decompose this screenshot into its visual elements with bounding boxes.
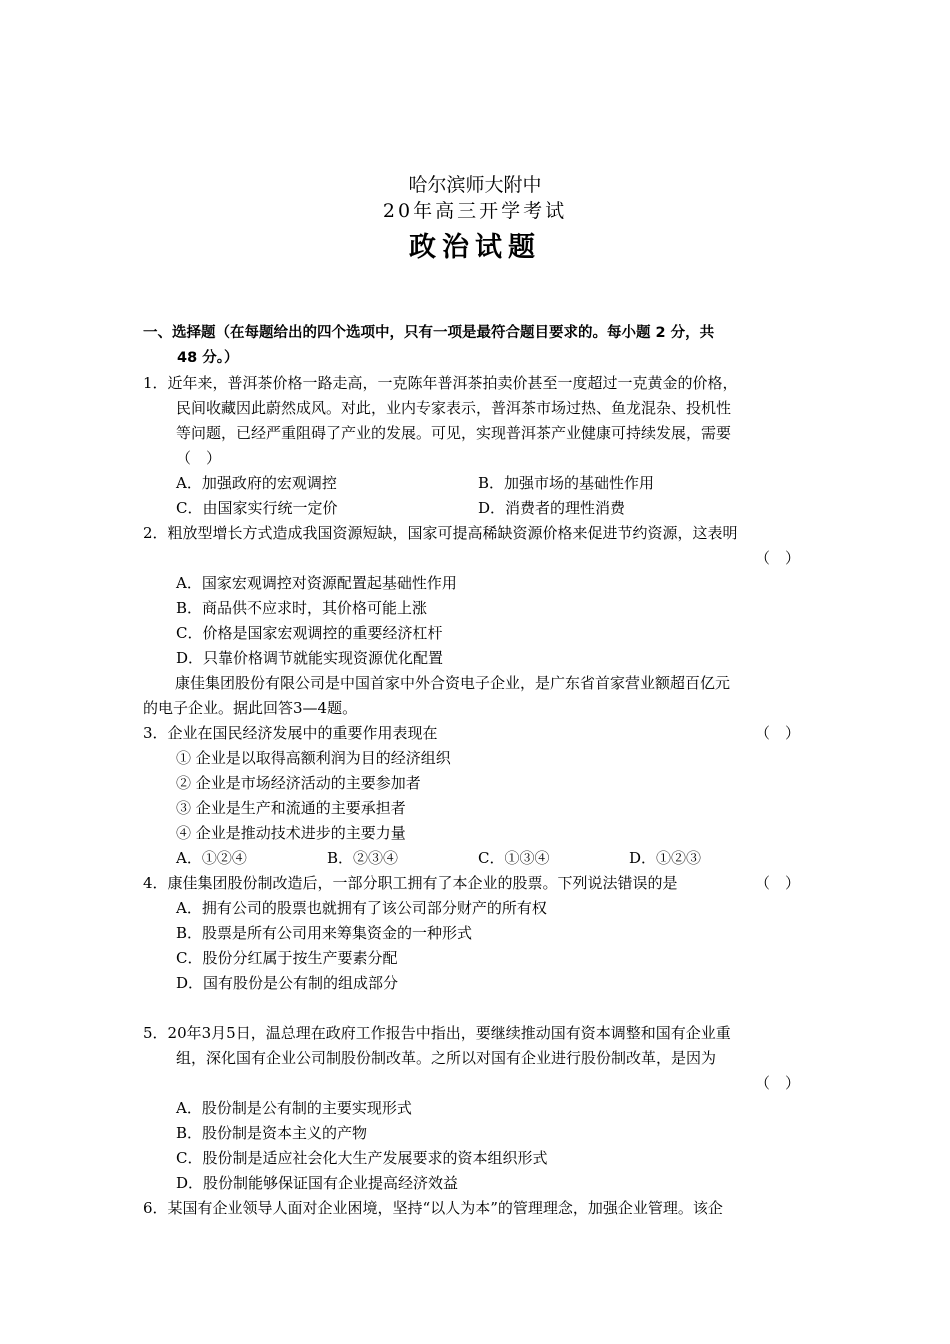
option-b: B．股份制是资本主义的产物 — [176, 1124, 368, 1142]
section-title: 一、选择题（在每题给出的四个选项中，只有一项是最符合题目要求的。每小题 2 分，共 — [143, 325, 715, 341]
subject-title: 政治试题 — [409, 232, 541, 263]
option-c: C．价格是国家宏观调控的重要经济杠杆 — [176, 624, 443, 642]
option-d: D．①②③ — [629, 849, 702, 867]
option-a: A．①②④ — [176, 849, 247, 867]
option-a: A．加强政府的宏观调控 — [176, 474, 337, 492]
option-a: A．拥有公司的股票也就拥有了该公司部分财产的所有权 — [176, 899, 547, 917]
question-text: 等问题，已经严重阻碍了产业的发展。可见，实现普洱茶产业健康可持续发展，需要 — [176, 424, 732, 442]
statement-2: ② 企业是市场经济活动的主要参加者 — [176, 774, 421, 792]
exam-header — [0, 172, 950, 270]
options-row — [143, 846, 811, 871]
exam-title: 20年高三开学考试 — [382, 200, 568, 222]
statement-3: ③ 企业是生产和流通的主要承担者 — [176, 799, 406, 817]
option-a: A．股份制是公有制的主要实现形式 — [176, 1099, 412, 1117]
material-text: 的电子企业。据此回答3—4题。 — [143, 699, 358, 717]
material-paragraph — [143, 671, 811, 721]
question-2 — [143, 521, 811, 671]
school-name: 哈尔滨师大附中 — [408, 174, 542, 196]
option-b: B．加强市场的基础性作用 — [478, 474, 655, 492]
answer-paren: （ ） — [755, 1074, 801, 1092]
question-text: 民间收藏因此蔚然成风。对此，业内专家表示，普洱茶市场过热、鱼龙混杂、投机性 — [176, 399, 732, 417]
question-1 — [143, 371, 811, 521]
answer-paren: （ ） — [755, 874, 801, 892]
option-c: C．①③④ — [478, 849, 550, 867]
question-row — [143, 871, 811, 896]
option-a: A．国家宏观调控对资源配置起基础性作用 — [176, 574, 457, 592]
question-3 — [143, 721, 811, 871]
options-row — [143, 471, 811, 496]
option-d: D．股份制能够保证国有企业提高经济效益 — [176, 1174, 459, 1192]
option-b: B．②③④ — [327, 849, 399, 867]
statement-1: ① 企业是以取得高额利润为目的经济组织 — [176, 749, 451, 767]
question-text: 6．某国有企业领导人面对企业困境，坚持“以人为本”的管理理念，加强企业管理。该企 — [143, 1199, 723, 1217]
question-4 — [143, 871, 811, 996]
question-text: 组，深化国有企业公司制股份制改革。之所以对国有企业进行股份制改革，是因为 — [176, 1049, 717, 1067]
option-b: B．股票是所有公司用来筹集资金的一种形式 — [176, 924, 473, 942]
option-d: D．国有股份是公有制的组成部分 — [176, 974, 399, 992]
question-text: 5．20年3月5日，温总理在政府工作报告中指出，要继续推动国有资本调整和国有企业重 — [143, 1024, 731, 1042]
statement-4: ④ 企业是推动技术进步的主要力量 — [176, 824, 406, 842]
section-title-cont: 48 分。） — [177, 350, 239, 366]
question-text: 1．近年来，普洱茶价格一路走高，一克陈年普洱茶拍卖价甚至一度超过一克黄金的价格， — [143, 374, 738, 392]
option-b: B．商品供不应求时，其价格可能上涨 — [176, 599, 428, 617]
answer-paren: （ ） — [176, 449, 222, 467]
option-c: C．股份制是适应社会化大生产发展要求的资本组织形式 — [176, 1149, 548, 1167]
option-c: C．股份分红属于按生产要素分配 — [176, 949, 398, 967]
question-text: 2．粗放型增长方式造成我国资源短缺，国家可提高稀缺资源价格来促进节约资源，这表明 — [143, 524, 738, 542]
answer-paren: （ ） — [755, 549, 801, 567]
material-text: 康佳集团股份有限公司是中国首家中外合资电子企业，是广东省首家营业额超百亿元 — [175, 674, 731, 692]
option-d: D．消费者的理性消费 — [478, 499, 626, 517]
paren-row — [143, 1071, 811, 1096]
options-row — [143, 496, 811, 521]
exam-content — [143, 321, 811, 1221]
answer-paren: （ ） — [755, 724, 801, 742]
paren-row — [143, 546, 811, 571]
option-d: D．只靠价格调节就能实现资源优化配置 — [176, 649, 444, 667]
question-6 — [143, 1196, 811, 1221]
question-text: 3．企业在国民经济发展中的重要作用表现在 — [143, 724, 438, 742]
question-row — [143, 721, 811, 746]
question-text: 4．康佳集团股份制改造后，一部分职工拥有了本企业的股票。下列说法错误的是 — [143, 874, 678, 892]
question-5 — [143, 1021, 811, 1196]
option-c: C．由国家实行统一定价 — [176, 499, 338, 517]
spacer — [143, 996, 811, 1021]
